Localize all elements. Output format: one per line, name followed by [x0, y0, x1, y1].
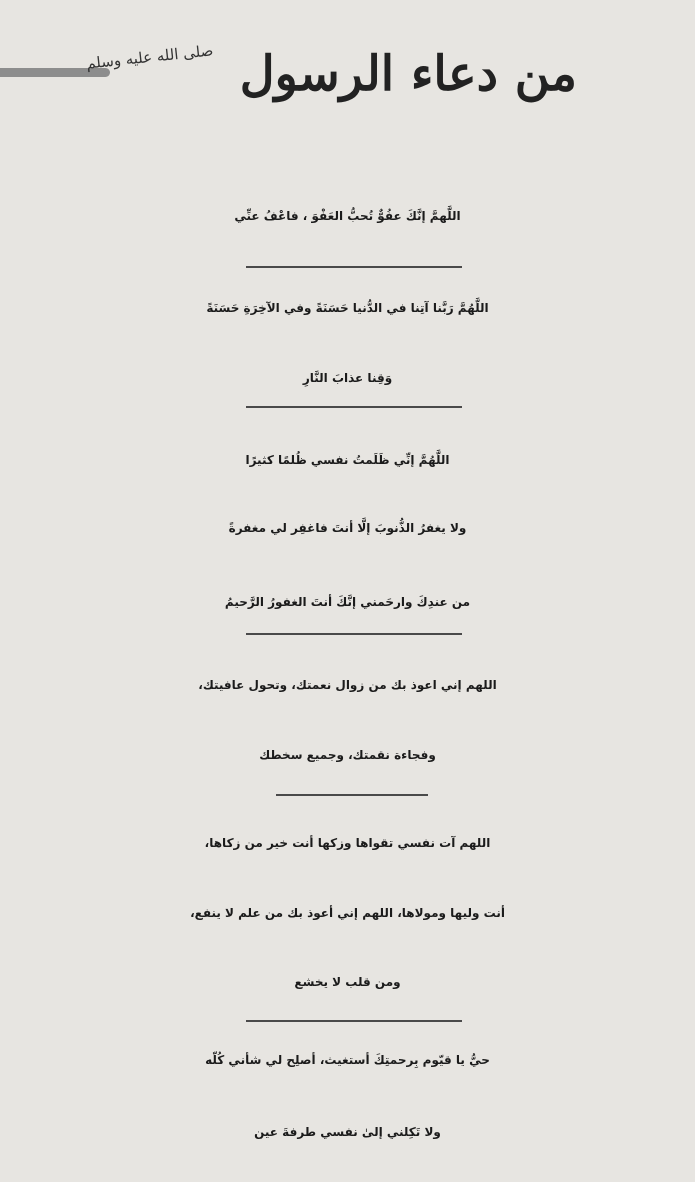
separator: [246, 633, 462, 635]
dua-6-line-2: ولا تَكِلني إلىٰ نفسي طرفةَ عين: [254, 1125, 441, 1139]
dua-4-line-2: وفجاءة نقمتك، وجميع سخطك: [259, 748, 436, 762]
header: [0, 38, 695, 118]
dua-6-line-1: حيُّ يا قيّوم بِرحمتِكَ أستغيث، أصلِح لي شأني كُلّه: [205, 1053, 490, 1067]
dua-5-line-2: أنت وليها ومولاها، اللهم إني أعوذ بك من علم لا ينفع،: [190, 906, 505, 920]
dua-2-line-1: اللَّهُمَّ رَبَّنا آتِنا في الدُّنيا حَسَنَةً وفي الآخِرَةِ حَسَنَةً: [206, 301, 489, 315]
dua-3-line-3: من عندِكَ وارحَمني إنَّكَ أنتَ الغفورُ الرَّحيمُ: [224, 595, 471, 609]
dua-5-line-1: اللهم آت نفسي تقواها وزكها أنت خير من زكاها،: [204, 836, 491, 850]
separator: [246, 406, 462, 408]
dua-2-line-2: وَقِنا عذابَ النَّارِ: [302, 371, 393, 385]
honorific-calligraphy: صلى الله عليه وسلم: [85, 41, 215, 73]
dua-3-line-2: ولا يغفرُ الذُّنوبَ إلَّا أنتَ فاغفِر لي مغفرةً: [228, 521, 467, 535]
separator: [246, 266, 462, 268]
page-title: من دعاء الرسول: [239, 46, 577, 102]
dua-5-line-3: ومن قلب لا يخشع: [294, 975, 401, 989]
dua-3-line-1: اللَّهُمَّ إنِّي ظَلَمتُ نفسي ظُلمًا كثيرًا: [245, 453, 450, 467]
dua-1-line-1: اللَّهمَّ إنَّكَ عفُوٌّ تُحبُّ العَفْوَ ، فاعْفُ عنِّي: [234, 209, 461, 223]
separator: [276, 794, 428, 796]
separator: [246, 1020, 462, 1022]
dua-4-line-1: اللهم إني اعوذ بك من زوال نعمتك، وتحول عافيتك،: [198, 678, 497, 692]
